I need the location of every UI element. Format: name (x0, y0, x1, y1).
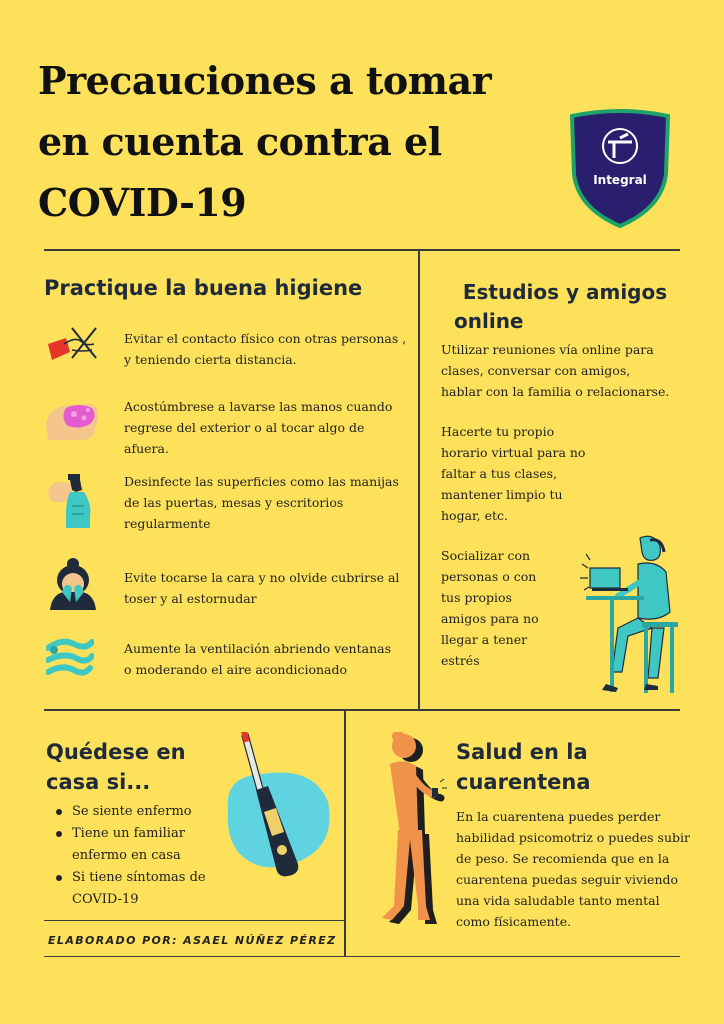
studies-paragraph-3: Socializar con personas o con tus propios amigos para no llegar a tener estrés (441, 548, 539, 668)
hygiene-item-text: Evitar el contacto físico con otras personas , y teniendo cierta distancia. (124, 331, 407, 367)
stay-home-heading: Quédese en casa si... (46, 740, 186, 794)
list-item: Si tiene síntomas de COVID-19 (50, 867, 206, 911)
top-divider (44, 249, 680, 251)
logo-text: Integral (593, 173, 647, 187)
vertical-divider-top (418, 251, 420, 710)
hygiene-item-text: Aumente la ventilación abriendo ventanas o moderando el aire acondicionado (124, 641, 392, 677)
studies-paragraph-2: Hacerte tu propio horario virtual para no faltar a tus clases, mantener limpio tu hogar, etc. (441, 424, 586, 523)
health-paragraph: En la cuarentena puedes perder habilidad psicomotriz o puedes subir de peso. Se recomienda que en la cuarentena puedas seguir viviendo una vida saludable tanto mental como físicamente. (456, 809, 690, 929)
laptop-person-illustration (578, 532, 684, 698)
face-cover-icon (46, 558, 100, 610)
studies-heading: Estudios y amigos online (454, 280, 668, 333)
credit-text: ELABORADO POR: ASAEL NÚÑEZ PÉREZ (48, 934, 337, 947)
vertical-divider-bottom (344, 711, 346, 956)
page-title: Precauciones a tomar en cuenta contra el COVID-19 (38, 58, 492, 225)
hygiene-item-text: Acostúmbrese a lavarse las manos cuando regrese del exterior o al tocar algo de afuera. (124, 399, 393, 456)
list-item: Se siente enfermo (50, 801, 206, 823)
hygiene-item-text: Evite tocarse la cara y no olvide cubrirse al toser y al estornudar (124, 570, 400, 606)
studies-paragraph-1: Utilizar reuniones vía online para clases, conversar con amigos, hablar con la familia o relacionarse. (441, 342, 670, 399)
credit-divider (44, 920, 344, 921)
no-contact-icon (46, 322, 100, 366)
integral-logo (566, 108, 674, 230)
bottom-divider (44, 956, 680, 957)
hygiene-heading: Practique la buena higiene (44, 276, 363, 300)
handwash-icon (44, 398, 102, 446)
hygiene-item-text: Desinfecte las superficies como las manijas de las puertas, mesas y escritorios regularmente (124, 474, 399, 531)
stay-home-list (50, 801, 206, 911)
list-item: Tiene un familiar enfermo en casa (50, 823, 206, 867)
thermometer-illustration (218, 732, 334, 882)
phone-person-illustration (370, 732, 460, 928)
wind-icon (46, 636, 94, 680)
health-heading: Salud en la cuarentena (456, 740, 591, 794)
middle-divider (44, 709, 680, 711)
spray-bottle-icon (44, 470, 98, 532)
